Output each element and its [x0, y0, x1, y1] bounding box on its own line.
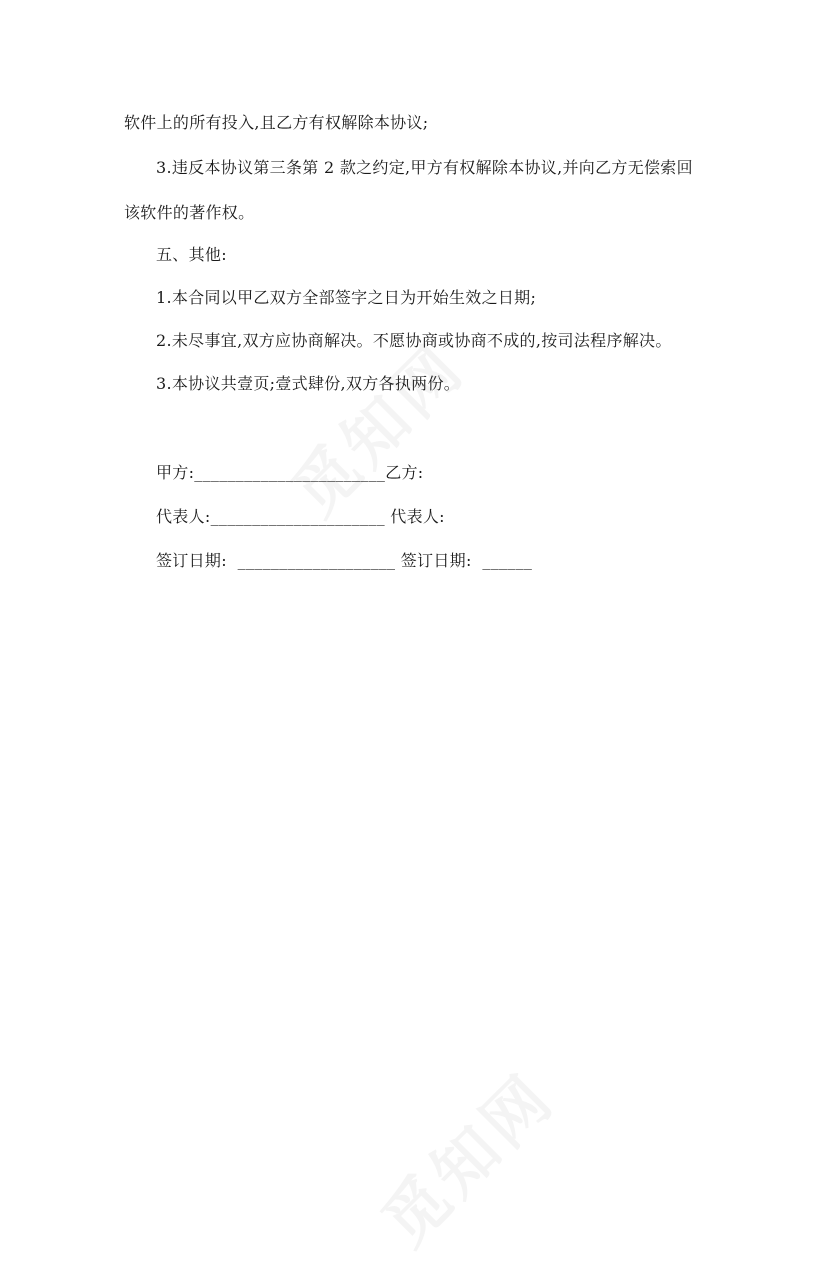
- paragraph-line: 该软件的著作权。: [124, 203, 255, 222]
- watermark: [358, 1049, 572, 1263]
- paragraph-line: 3.本协议共壹页;壹式肆份,双方各执两份。: [156, 374, 461, 393]
- paragraph-line: 1.本合同以甲乙双方全部签字之日为开始生效之日期;: [156, 288, 537, 307]
- paragraph-line: 2.未尽事宜,双方应协商解决。不愿协商或协商不成的,按司法程序解决。: [156, 331, 672, 350]
- signature-party-line: 甲方:_______________________乙方:: [156, 463, 424, 482]
- paragraph-line: 软件上的所有投入,且乙方有权解除本协议;: [124, 113, 429, 132]
- signature-representative-line: 代表人:_____________________ 代表人:: [156, 507, 445, 526]
- paragraph-line: 3.违反本协议第三条第 2 款之约定,甲方有权解除本协议,并向乙方无偿索回: [156, 158, 693, 177]
- section-heading: 五、其他:: [156, 245, 227, 264]
- signature-date-line: 签订日期: ___________________ 签订日期: ______: [156, 551, 533, 570]
